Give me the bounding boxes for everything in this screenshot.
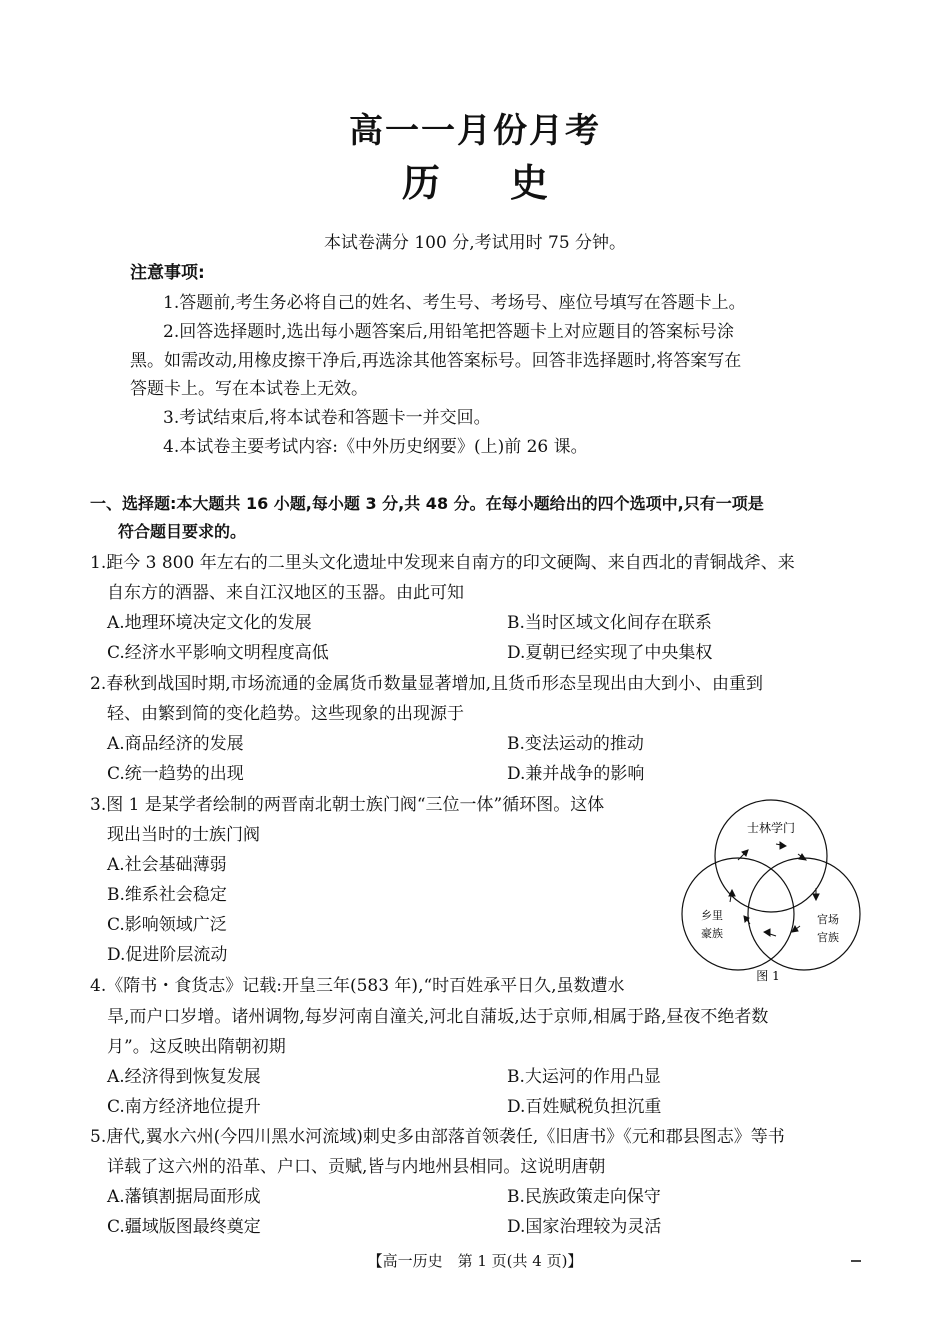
subject-title: 历史 [401, 161, 618, 205]
question-5-option-c[interactable]: C.疆域版图最终奠定 [107, 1217, 261, 1237]
exam-meta: 本试卷满分 100 分,考试用时 75 分钟。 [323, 233, 627, 253]
question-3-option-a[interactable]: A.社会基础薄弱 [107, 855, 227, 875]
question-3-stem: 3.图 1 是某学者绘制的两晋南北朝士族门阀“三位一体”循环图。这体 [90, 795, 605, 815]
question-2-option-a[interactable]: A.商品经济的发展 [107, 734, 244, 754]
page-footer: 【高一历史 第 1 页(共 4 页)】 [367, 1252, 583, 1270]
question-3-option-d[interactable]: D.促进阶层流动 [107, 945, 228, 965]
question-1-option-c[interactable]: C.经济水平影响文明程度高低 [107, 643, 329, 663]
question-2-option-d[interactable]: D.兼并战争的影响 [507, 764, 645, 784]
question-3-option-b[interactable]: B.维系社会稳定 [107, 885, 227, 905]
notice-line: 3.考试结束后,将本试卷和答题卡一并交回。 [163, 408, 491, 428]
question-1-stem: 自东方的酒器、来自江汉地区的玉器。由此可知 [107, 583, 464, 603]
question-1-stem: 1.距今 3 800 年左右的二里头文化遗址中发现来自南方的印文硬陶、来自西北的青铜战斧、来 [90, 553, 795, 573]
question-1-option-d[interactable]: D.夏朝已经实现了中央集权 [507, 643, 713, 663]
question-4-option-a[interactable]: A.经济得到恢复发展 [107, 1067, 261, 1087]
notice-line: 黑。如需改动,用橡皮擦干净后,再选涂其他答案标号。回答非选择题时,将答案写在 [130, 351, 742, 371]
notice-line: 答题卡上。写在本试卷上无效。 [130, 379, 368, 399]
question-5-option-d[interactable]: D.国家治理较为灵活 [507, 1217, 662, 1237]
section-heading-cont: 符合题目要求的。 [118, 522, 247, 541]
figure-left-label: 豪族 [701, 927, 723, 940]
figure-caption: 图 1 [756, 969, 780, 983]
question-2-option-b[interactable]: B.变法运动的推动 [507, 734, 644, 754]
question-5-stem: 5.唐代,翼水六州(今四川黑水河流域)刺史多由部落首领袭任,《旧唐书》《元和郡县图志》等书 [90, 1127, 785, 1147]
question-4-option-b[interactable]: B.大运河的作用凸显 [507, 1067, 661, 1087]
question-1-option-b[interactable]: B.当时区域文化间存在联系 [507, 613, 712, 633]
figure-left-label: 乡里 [701, 909, 723, 922]
question-2-option-c[interactable]: C.统一趋势的出现 [107, 764, 244, 784]
figure-1-venn-diagram [676, 796, 866, 996]
notice-line: 1.答题前,考生务必将自己的姓名、考生号、考场号、座位号填写在答题卡上。 [163, 293, 746, 313]
question-4-option-d[interactable]: D.百姓赋税负担沉重 [507, 1097, 662, 1117]
notice-heading: 注意事项: [130, 263, 205, 283]
section-heading: 一、选择题:本大题共 16 小题,每小题 3 分,共 48 分。在每小题给出的四个选项中,只有一项是 [90, 494, 764, 513]
question-3-stem: 现出当时的士族门阀 [107, 825, 260, 845]
circle-officialdom [748, 858, 860, 970]
question-2-stem: 2.春秋到战国时期,市场流通的金属货币数量显著增加,且货币形态呈现出由大到小、由重到 [90, 674, 764, 694]
question-5-option-a[interactable]: A.藩镇割据局面形成 [107, 1187, 261, 1207]
page-mark [851, 1260, 861, 1262]
notice-line: 2.回答选择题时,选出每小题答案后,用铅笔把答题卡上对应题目的答案标号涂 [163, 322, 735, 342]
figure-right-label: 官族 [817, 931, 839, 944]
circle-local-gentry [682, 858, 794, 970]
exam-title: 高一一月份月考 [349, 111, 601, 151]
notice-line: 4.本试卷主要考试内容:《中外历史纲要》(上)前 26 课。 [163, 437, 588, 457]
question-4-stem: 月”。这反映出隋朝初期 [107, 1037, 286, 1057]
figure-right-label: 官场 [817, 913, 839, 926]
question-4-option-c[interactable]: C.南方经济地位提升 [107, 1097, 261, 1117]
question-2-stem: 轻、由繁到简的变化趋势。这些现象的出现源于 [107, 704, 464, 724]
question-5-stem: 详载了这六州的沿革、户口、贡赋,皆与内地州县相同。这说明唐朝 [107, 1157, 606, 1177]
question-5-option-b[interactable]: B.民族政策走向保守 [507, 1187, 661, 1207]
question-4-stem: 4.《隋书・食货志》记载:开皇三年(583 年),“时百姓承平日久,虽数遭水 [90, 976, 625, 996]
cycle-arrows [729, 842, 819, 936]
figure-top-label: 士林学门 [746, 821, 796, 835]
question-1-option-a[interactable]: A.地理环境决定文化的发展 [107, 613, 312, 633]
question-4-stem: 旱,而户口岁增。诸州调物,每岁河南自潼关,河北自蒲坂,达于京师,相属于路,昼夜不绝者数 [107, 1007, 769, 1027]
question-3-option-c[interactable]: C.影响领域广泛 [107, 915, 227, 935]
